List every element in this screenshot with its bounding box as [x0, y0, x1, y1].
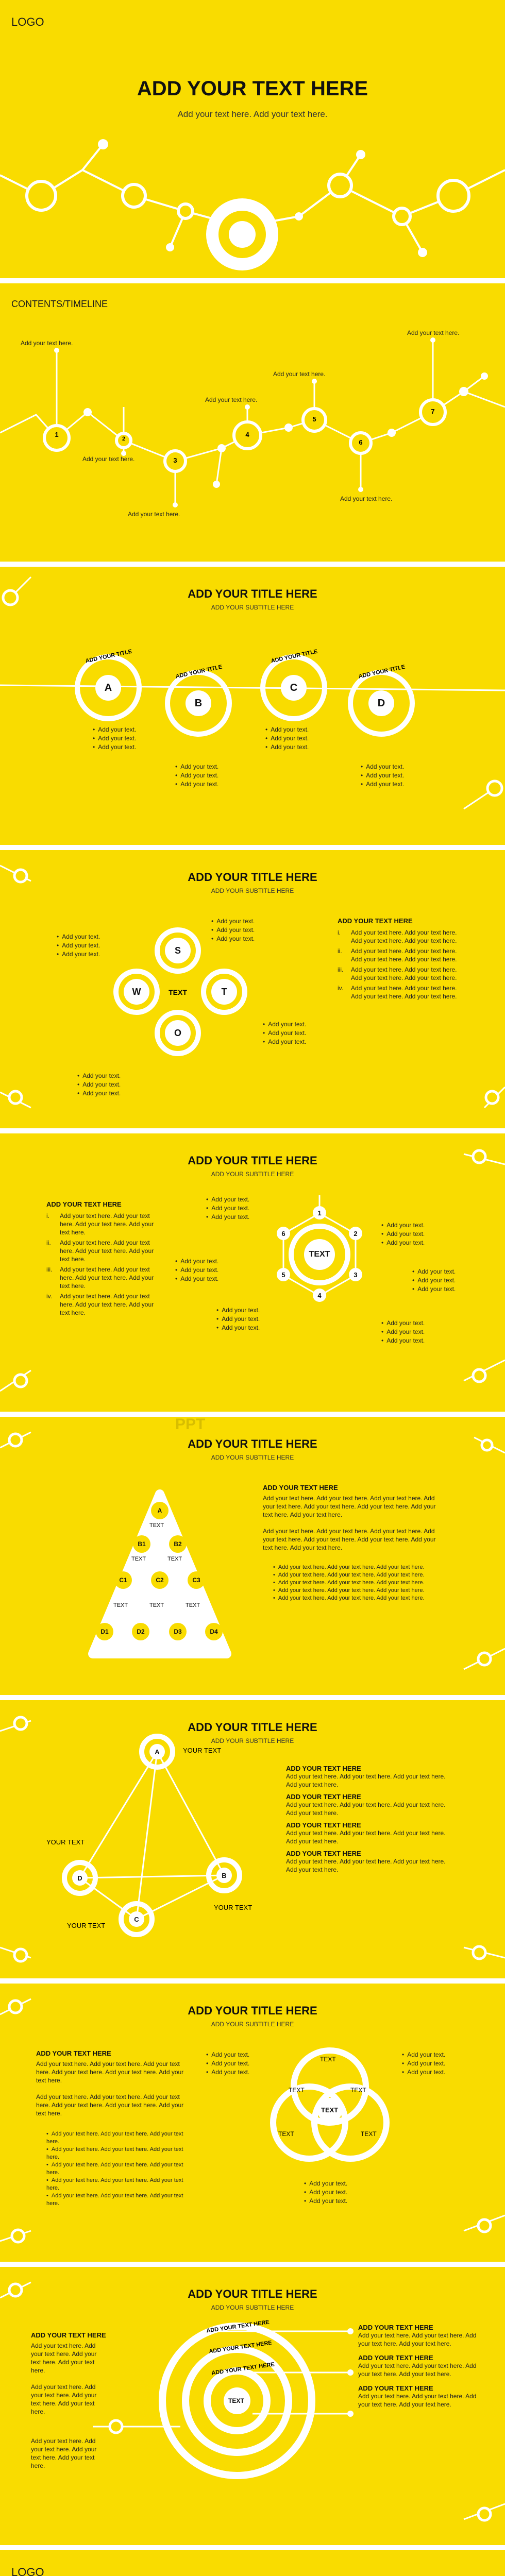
- text-blocks: [286, 1765, 456, 1874]
- timeline-label: Add your text here.: [205, 396, 258, 403]
- bullet-item: • Add your text.: [265, 734, 309, 743]
- venn-label: TEXT: [320, 2056, 336, 2063]
- slide-subtitle: ADD YOUR SUBTITLE HERE: [211, 2021, 294, 2028]
- slide-venn: [0, 1984, 505, 2262]
- arc-label: ADD YOUR TEXT HERE: [208, 2340, 273, 2355]
- slide-timeline: [0, 283, 505, 562]
- timeline-node-2: 2: [122, 436, 126, 442]
- block-text: Add your text here. Add your text here. Add your text here. Add your text here.: [286, 1773, 446, 1788]
- arc-label: ADD YOUR TITLE: [270, 648, 318, 665]
- slide-title: ADD YOUR TITLE HERE: [188, 871, 317, 884]
- tri-cell-text: TEXT: [113, 1602, 128, 1608]
- node-o: O: [165, 1020, 191, 1046]
- slide-title: ADD YOUR TITLE HERE: [188, 1437, 317, 1450]
- bullet-item: • Add your text.: [93, 743, 136, 752]
- node-t: T: [211, 979, 237, 1005]
- bullets-right: [412, 1267, 456, 1294]
- hex-node-1: 1: [313, 1206, 326, 1219]
- bullet-item: • Add your text.: [206, 2059, 249, 2068]
- bullet-item: • Add your text.: [175, 771, 218, 780]
- tri-node-b2: B2: [169, 1535, 187, 1553]
- bullet-item: • Add your text.: [361, 780, 404, 789]
- bullet-item: • Add your text here. Add your text here. Add your text here.: [273, 1579, 448, 1587]
- bullet-item: • Add your text here. Add your text here. Add your text here.: [273, 1587, 448, 1595]
- tri-cell-text: TEXT: [149, 1522, 164, 1529]
- list-text: Add your text here. Add your text here. Add your text here. Add your text here.: [351, 966, 457, 981]
- bullet-item: • Add your text.: [216, 1306, 260, 1315]
- timeline-node-1: 1: [55, 431, 59, 438]
- slide-subtitle: ADD YOUR SUBTITLE HERE: [211, 604, 294, 611]
- block-text: Add your text here. Add your text here. Add your text here. Add your text here.: [358, 2393, 477, 2408]
- node-a: A: [95, 675, 121, 701]
- numbered-list: [338, 928, 461, 1003]
- arc-label: ADD YOUR TEXT HERE: [211, 2361, 275, 2377]
- tri-node-d1: D1: [96, 1623, 113, 1640]
- bullets-top: [206, 1195, 249, 1222]
- tri-cell-text: TEXT: [167, 1556, 182, 1562]
- bullet-item: • Add your text.: [216, 1324, 260, 1332]
- bullet-item: • Add your text.: [93, 725, 136, 734]
- bullets-bottom-right: [381, 1319, 425, 1345]
- tri-node-d4: D4: [205, 1623, 223, 1640]
- bullet-item: • Add your text.: [206, 1213, 249, 1222]
- bullet-item: • Add your text.: [412, 1285, 456, 1294]
- node-c: C: [129, 1911, 144, 1927]
- bullet-item: • Add your text here. Add your text here. Add your text here.: [46, 2161, 191, 2177]
- block-heading: ADD YOUR TEXT HERE: [286, 1765, 361, 1772]
- tri-cell-text: TEXT: [186, 1602, 200, 1608]
- timeline-node-3: 3: [173, 456, 177, 464]
- bullet-item: • Add your text.: [57, 950, 100, 959]
- bullet-item: • Add your text here. Add your text here. Add your text here.: [273, 1564, 448, 1571]
- block-text: Add your text here. Add your text here. Add your text here. Add your text here.: [358, 2332, 477, 2347]
- node-label: YOUR TEXT: [183, 1747, 222, 1754]
- left-paragraph: Add your text here. Add your text here. Add your text here. Add your text here.: [31, 2437, 97, 2469]
- block-text: Add your text here. Add your text here. Add your text here. Add your text here.: [286, 1829, 446, 1845]
- tri-node-d3: D3: [169, 1623, 187, 1640]
- node-c: C: [281, 675, 307, 701]
- hex-node-3: 3: [349, 1268, 362, 1281]
- list-text: Add your text here. Add your text here. Add your text here. Add your text here.: [60, 1239, 154, 1263]
- arc-label: ADD YOUR TITLE: [358, 664, 406, 680]
- block-heading: ADD YOUR TEXT HERE: [286, 1850, 361, 1857]
- slide-target: [0, 2267, 505, 2545]
- bullets-right-top: [381, 1221, 425, 1247]
- slide-title: ADD YOUR TITLE HERE: [188, 587, 317, 600]
- hex-node-4: 4: [313, 1289, 326, 1302]
- bullet-item: • Add your text.: [77, 1089, 121, 1098]
- node-d: D: [368, 690, 394, 716]
- numbered-list: [46, 1212, 160, 1319]
- page-subtitle: Add your text here. Add your text here.: [177, 109, 328, 119]
- tri-cell-text: TEXT: [149, 1602, 164, 1608]
- bullet-item: • Add your text here. Add your text here. Add your text here.: [46, 2146, 191, 2161]
- arc-label: ADD YOUR TITLE: [85, 648, 133, 665]
- node-b: B: [216, 1868, 232, 1883]
- list-num: i.: [46, 1212, 49, 1219]
- list-text: Add your text here. Add your text here. Add your text here. Add your text here.: [351, 985, 457, 1000]
- bullets-w: [57, 933, 100, 959]
- bullet-item: • Add your text.: [175, 1257, 218, 1266]
- left-heading: ADD YOUR TEXT HERE: [46, 1200, 122, 1208]
- timeline-label: Add your text here.: [82, 455, 135, 463]
- bullet-item: • Add your text.: [381, 1328, 425, 1336]
- list-text: Add your text here. Add your text here. Add your text here. Add your text here.: [60, 1266, 154, 1290]
- slide-title: ADD YOUR TITLE HERE: [188, 2004, 317, 2017]
- bullet-item: • Add your text.: [381, 1239, 425, 1247]
- tri-node-a: A: [151, 1502, 169, 1519]
- slide-swot: [0, 850, 505, 1128]
- molecule-decoration: [0, 0, 505, 278]
- bullet-item: • Add your text.: [77, 1072, 121, 1080]
- venn-label: TEXT: [361, 2130, 377, 2138]
- slide-title: ADD YOUR TITLE HERE: [188, 1721, 317, 1734]
- block-heading: ADD YOUR TEXT HERE: [358, 2384, 433, 2392]
- bullet-item: • Add your text.: [77, 1080, 121, 1089]
- bullet-item: • Add your text.: [361, 771, 404, 780]
- right-bullets: [273, 1564, 448, 1602]
- list-num: ii.: [338, 947, 342, 955]
- block-heading: ADD YOUR TEXT HERE: [286, 1821, 361, 1829]
- slide-title: ADD YOUR TITLE HERE: [188, 2287, 317, 2300]
- list-num: iii.: [338, 966, 344, 973]
- bullet-item: • Add your text.: [57, 941, 100, 950]
- bullet-item: • Add your text.: [361, 762, 404, 771]
- hex-node-2: 2: [349, 1227, 362, 1240]
- timeline-label: Add your text here.: [407, 329, 460, 336]
- list-num: iv.: [46, 1293, 53, 1300]
- bullet-item: • Add your text.: [211, 917, 255, 926]
- bullet-item: • Add your text.: [175, 780, 218, 789]
- bullet-item: • Add your text.: [265, 743, 309, 752]
- arc-label: ADD YOUR TITLE: [175, 664, 223, 680]
- bullets-b: [175, 762, 218, 789]
- left-paragraph: Add your text here. Add your text here. Add your text here. Add your text here.: [31, 2383, 97, 2415]
- bullets-s: [211, 917, 255, 943]
- bullet-item: • Add your text.: [206, 2050, 249, 2059]
- timeline-lines: [0, 283, 505, 562]
- bullet-item: • Add your text.: [381, 1319, 425, 1328]
- slide-subtitle: ADD YOUR SUBTITLE HERE: [211, 1454, 294, 1461]
- bullet-item: • Add your text.: [216, 1315, 260, 1324]
- tri-node-c3: C3: [188, 1571, 205, 1589]
- list-num: i.: [338, 929, 341, 936]
- venn-center-label: TEXT: [321, 2106, 339, 2114]
- logo: LOGO: [11, 2566, 44, 2576]
- bullet-item: • Add your text.: [175, 1266, 218, 1275]
- tri-cell-text: TEXT: [131, 1556, 146, 1562]
- left-heading: ADD YOUR TEXT HERE: [36, 2049, 111, 2057]
- right-heading: ADD YOUR TEXT HERE: [338, 917, 413, 925]
- timeline-label: Add your text here.: [21, 340, 73, 347]
- timeline-label: Add your text here.: [128, 511, 180, 518]
- bullets-left: [175, 1257, 218, 1283]
- list-text: Add your text here. Add your text here. Add your text here. Add your text here.: [60, 1212, 154, 1236]
- bullets-a: [93, 725, 136, 752]
- tri-node-c2: C2: [151, 1571, 169, 1589]
- center-label: TEXT: [169, 988, 187, 996]
- bullet-item: • Add your text.: [265, 725, 309, 734]
- slide-subtitle: ADD YOUR SUBTITLE HERE: [211, 1171, 294, 1178]
- block-text: Add your text here. Add your text here. Add your text here. Add your text here.: [286, 1801, 446, 1817]
- slide-thanks: [0, 2550, 505, 2576]
- block-heading: ADD YOUR TEXT HERE: [286, 1793, 361, 1801]
- block-text: Add your text here. Add your text here. Add your text here. Add your text here.: [286, 1858, 446, 1873]
- page-title: ADD YOUR TEXT HERE: [137, 77, 368, 100]
- slide-subtitle: ADD YOUR SUBTITLE HERE: [211, 887, 294, 894]
- hex-node-5: 5: [277, 1268, 290, 1281]
- timeline-node-4: 4: [245, 431, 249, 438]
- bullets-c: [265, 725, 309, 752]
- list-text: Add your text here. Add your text here. Add your text here. Add your text here.: [60, 1293, 154, 1316]
- slide-title: ADD YOUR TITLE HERE: [188, 1154, 317, 1167]
- target-center-label: TEXT: [228, 2397, 244, 2404]
- bullet-item: • Add your text.: [402, 2068, 445, 2077]
- slide-abcd: [0, 567, 505, 845]
- venn-label: TEXT: [350, 2087, 366, 2094]
- bullets-o: [77, 1072, 121, 1098]
- list-num: iv.: [338, 985, 344, 992]
- section-header: CONTENTS/TIMELINE: [11, 299, 108, 309]
- venn-bullets-left: [206, 2050, 249, 2077]
- node-label: YOUR TEXT: [214, 1904, 252, 1911]
- center-node: TEXT: [304, 1239, 335, 1270]
- right-blocks: [358, 2324, 477, 2409]
- right-paragraph: Add your text here. Add your text here. Add your text here. Add your text here. Add your text here. Add your text here. Add your text here. Add your text here.: [263, 1495, 436, 1518]
- bullet-item: • Add your text.: [175, 762, 218, 771]
- left-heading: ADD YOUR TEXT HERE: [31, 2331, 106, 2339]
- bullet-item: • Add your text here. Add your text here. Add your text here.: [46, 2130, 191, 2146]
- right-paragraph: Add your text here. Add your text here. Add your text here. Add your text here. Add your text here. Add your text here. Add your text here. Add your text here.: [263, 1528, 436, 1551]
- bullet-item: • Add your text.: [263, 1029, 306, 1038]
- venn-label: TEXT: [278, 2130, 294, 2138]
- left-paragraph: Add your text here. Add your text here. Add your text here. Add your text here. Add your text here. Add your text here.: [36, 2093, 184, 2117]
- bullet-item: • Add your text.: [304, 2197, 347, 2206]
- node-d: D: [72, 1870, 88, 1886]
- venn-bullets-bottom: [304, 2179, 347, 2206]
- slide-title: [0, 0, 505, 278]
- venn-bullets-right: [402, 2050, 445, 2077]
- logo: LOGO: [11, 15, 44, 28]
- timeline-label: Add your text here.: [340, 495, 393, 502]
- block-heading: ADD YOUR TEXT HERE: [358, 2324, 433, 2331]
- node-a: A: [149, 1744, 165, 1759]
- node-w: W: [124, 979, 149, 1005]
- timeline-node-5: 5: [312, 415, 316, 423]
- left-bullets: [46, 2130, 191, 2208]
- bullet-item: • Add your text.: [57, 933, 100, 941]
- list-num: iii.: [46, 1266, 53, 1273]
- bullet-item: • Add your text.: [211, 935, 255, 943]
- timeline-node-6: 6: [359, 438, 363, 446]
- block-text: Add your text here. Add your text here. Add your text here. Add your text here.: [358, 2362, 477, 2378]
- bullet-item: • Add your text.: [206, 1204, 249, 1213]
- bullet-item: • Add your text.: [206, 1195, 249, 1204]
- node-s: S: [165, 938, 191, 963]
- list-num: ii.: [46, 1239, 51, 1246]
- list-text: Add your text here. Add your text here. Add your text here. Add your text here.: [351, 947, 457, 963]
- node-b: B: [186, 690, 211, 716]
- bullet-item: • Add your text here. Add your text here. Add your text here.: [273, 1571, 448, 1579]
- slide-subtitle: ADD YOUR SUBTITLE HERE: [211, 1737, 294, 1744]
- bullet-item: • Add your text.: [402, 2050, 445, 2059]
- tri-node-b1: B1: [133, 1535, 150, 1553]
- bullets-d: [361, 762, 404, 789]
- bullet-item: • Add your text.: [263, 1038, 306, 1046]
- bullet-item: • Add your text.: [402, 2059, 445, 2068]
- bullet-item: • Add your text.: [263, 1020, 306, 1029]
- bullet-item: • Add your text.: [412, 1276, 456, 1285]
- node-label: YOUR TEXT: [46, 1838, 85, 1846]
- bullet-item: • Add your text.: [381, 1221, 425, 1230]
- bullet-item: • Add your text here. Add your text here. Add your text here.: [46, 2192, 191, 2208]
- right-heading: ADD YOUR TEXT HERE: [263, 1484, 338, 1492]
- bullet-item: • Add your text.: [381, 1230, 425, 1239]
- watermark: PPT: [175, 1417, 206, 1433]
- venn-label: TEXT: [289, 2087, 305, 2094]
- list-text: Add your text here. Add your text here. Add your text here. Add your text here.: [351, 929, 457, 944]
- bullet-item: • Add your text.: [211, 926, 255, 935]
- bullet-item: • Add your text.: [175, 1275, 218, 1283]
- bullet-item: • Add your text.: [381, 1336, 425, 1345]
- bullet-item: • Add your text.: [93, 734, 136, 743]
- slide-pyramid: [0, 1417, 505, 1695]
- slide-network: [0, 1700, 505, 1978]
- left-paragraph: Add your text here. Add your text here. Add your text here. Add your text here. Add your text here. Add your text here.: [36, 2060, 184, 2084]
- bullets-t: [263, 1020, 306, 1046]
- slide-hexagon: [0, 1133, 505, 1412]
- bullet-item: • Add your text here. Add your text here. Add your text here.: [46, 2177, 191, 2192]
- hex-node-6: 6: [277, 1227, 290, 1240]
- bullet-item: • Add your text.: [412, 1267, 456, 1276]
- tri-node-d2: D2: [132, 1623, 149, 1640]
- node-label: YOUR TEXT: [67, 1922, 106, 1929]
- bullet-item: • Add your text here. Add your text here. Add your text here.: [273, 1595, 448, 1602]
- slide-subtitle: ADD YOUR SUBTITLE HERE: [211, 2304, 294, 2311]
- left-paragraph: Add your text here. Add your text here. Add your text here. Add your text here.: [31, 2342, 97, 2374]
- bullet-item: • Add your text.: [304, 2188, 347, 2197]
- arc-label: ADD YOUR TEXT HERE: [206, 2319, 270, 2334]
- tri-node-c1: C1: [114, 1571, 132, 1589]
- bullet-item: • Add your text.: [206, 2068, 249, 2077]
- molecule-decoration: [0, 2550, 505, 2576]
- timeline-node-7: 7: [431, 408, 435, 415]
- bullet-item: • Add your text.: [304, 2179, 347, 2188]
- bullets-bottom-left: [216, 1306, 260, 1332]
- timeline-label: Add your text here.: [273, 370, 326, 378]
- block-heading: ADD YOUR TEXT HERE: [358, 2354, 433, 2362]
